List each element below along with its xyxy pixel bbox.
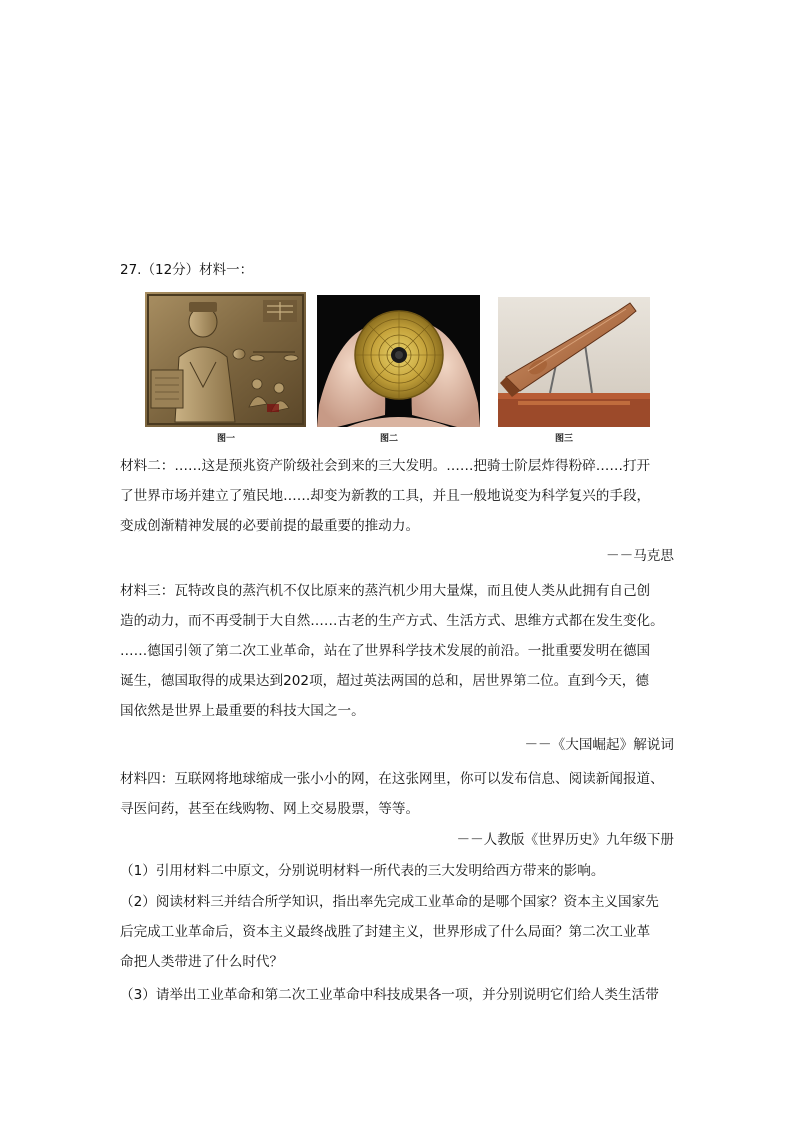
ancient-gun-artifact-image	[498, 297, 650, 427]
question-2-line: 后完成工业革命后，资本主义最终战胜了封建主义，世界形成了什么局面？第二次工业革	[120, 924, 651, 940]
medal-bi-sheng-movable-type-image	[145, 292, 306, 427]
figure-1	[145, 292, 306, 427]
material-2-source: －－马克思	[606, 548, 674, 564]
material1-label: 材料一：	[199, 262, 254, 278]
question-1	[120, 856, 676, 886]
material-4	[120, 764, 676, 824]
material-2-line: 材料二：……这是预兆资产阶级社会到来的三大发明。……把骑士阶层炸得粉碎……打开	[120, 458, 651, 474]
question-number: 27.	[120, 262, 142, 278]
compass-luopan-in-hands-image	[317, 295, 480, 427]
question-2-line: 命把人类带进了什么时代？	[120, 954, 284, 970]
figure-3	[498, 297, 650, 427]
material-4-line: 寻医问药，甚至在线购物、网上交易股票，等等。	[120, 801, 420, 817]
question-2-line: （2）阅读材料三并结合所学知识，指出率先完成工业革命的是哪个国家？资本主义国家先	[120, 894, 659, 910]
material-3-line: 造的动力，而不再受制于大自然……古老的生产方式、生活方式、思维方式都在发生变化。	[120, 613, 664, 629]
material-3-line: 国依然是世界上最重要的科技大国之一。	[120, 703, 365, 719]
material-4-line: 材料四：互联网将地球缩成一张小小的网，在这张网里，你可以发布信息、阅读新闻报道、	[120, 771, 664, 787]
material-3-line: ……德国引领了第二次工业革命，站在了世界科学技术发展的前沿。一批重要发明在德国	[120, 643, 651, 659]
figure-2	[317, 295, 480, 427]
figure-3-caption: 图三	[554, 434, 573, 444]
material-4-source: －－人教版《世界历史》九年级下册	[456, 832, 674, 848]
material-2-line: 了世界市场并建立了殖民地……却变为新教的工具，并且一般地说变为科学复兴的手段，	[120, 488, 651, 504]
question-header	[120, 261, 253, 279]
material-3-line: 诞生，德国取得的成果达到202项，超过英法两国的总和，居世界第二位。直到今天，德	[120, 673, 649, 689]
question-1-line: （1）引用材料二中原文，分别说明材料一所代表的三大发明给西方带来的影响。	[120, 863, 605, 879]
material-3	[120, 576, 676, 726]
figure-2-caption: 图二	[379, 434, 398, 444]
question-3	[120, 980, 676, 1010]
material-2-line: 变成创渐精神发展的必要前提的最重要的推动力。	[120, 518, 420, 534]
figure-1-caption: 图一	[216, 434, 235, 444]
question-2	[120, 887, 676, 977]
material-2	[120, 451, 676, 541]
question-score: （12分）	[141, 262, 200, 278]
question-3-line: （3）请举出工业革命和第二次工业革命中科技成果各一项，并分别说明它们给人类生活带	[120, 987, 659, 1003]
material-3-source: －－《大国崛起》解说词	[524, 737, 674, 753]
material-3-line: 材料三：瓦特改良的蒸汽机不仅比原来的蒸汽机少用大量煤，而且使人类从此拥有自己创	[120, 583, 651, 599]
